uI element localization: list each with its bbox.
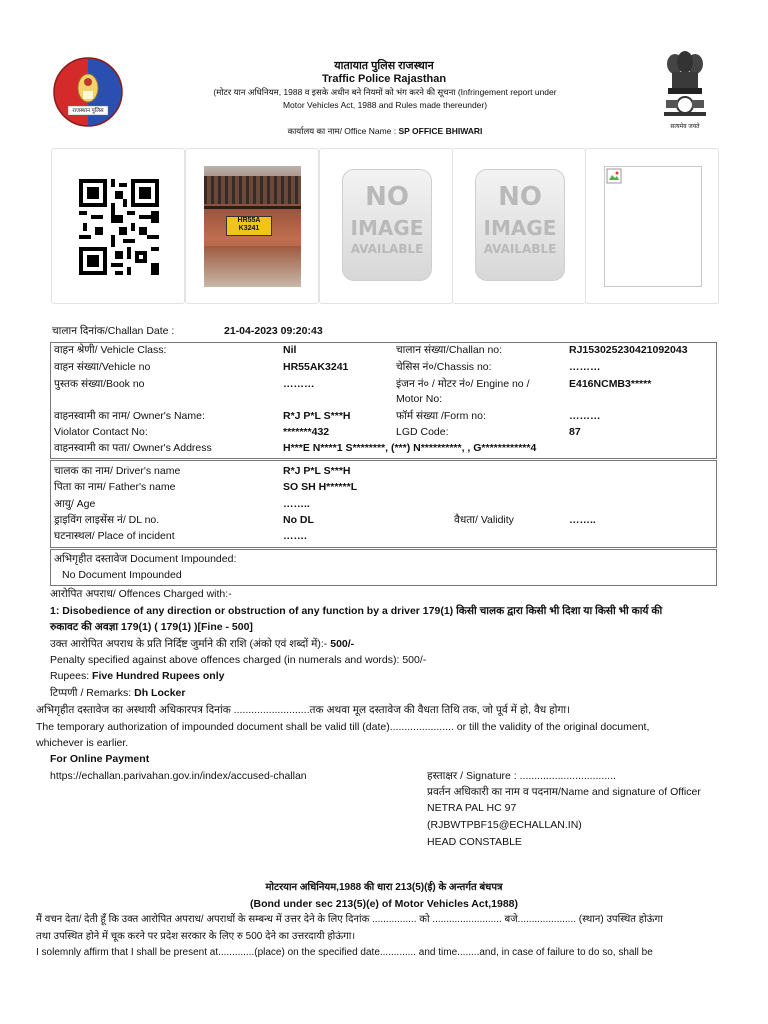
rupees-label: Rupees:: [50, 670, 90, 682]
vehicle-class-label: वाहन श्रेणी/ Vehicle Class:: [54, 344, 167, 356]
engine-label: इंजन नं० / मोटर नं०/ Engine no /: [396, 378, 530, 390]
owner-name-value: R*J P*L S***H: [283, 410, 351, 422]
ashoka-emblem-icon: [660, 50, 710, 122]
qr-card: [51, 148, 185, 304]
challan-no-label: चालान संख्या/Challan no:: [396, 344, 503, 356]
rupees-value: Five Hundred Rupees only: [92, 670, 225, 682]
challan-no-value: RJ153025230421092043: [569, 344, 688, 356]
lgd-label: LGD Code:: [396, 426, 449, 438]
impound-value: No Document Impounded: [62, 569, 182, 581]
contact-value: *******432: [283, 426, 330, 438]
offence-line-2: रुकावट की अवज्ञा 179(1) ( 179(1) )[Fine - 500]: [50, 621, 253, 633]
plate-line2: K3241: [238, 225, 260, 232]
chassis-value: ………: [569, 361, 601, 373]
office-name: [170, 126, 600, 137]
authorization-english-2: whichever is earlier.: [36, 737, 129, 749]
challan-date-label: चालान दिनांक/Challan Date :: [52, 325, 175, 337]
age-label: आयु/ Age: [54, 498, 96, 510]
officer-label: प्रवर्तन अधिकारी का नाम व पदनाम/Name and signature of Officer: [427, 786, 701, 798]
vehicle-no-value: HR55AK3241: [283, 361, 349, 373]
rajasthan-police-logo-icon: [52, 56, 124, 128]
book-label: पुस्तक संख्या/Book no: [54, 378, 145, 390]
impound-label: अभिगृहीत दस्तावेज Document Impounded:: [54, 553, 237, 565]
challan-date-value: 21-04-2023 09:20:43: [224, 325, 323, 337]
officer-name: NETRA PAL HC 97: [427, 802, 517, 814]
vehicle-photo-card: [185, 148, 319, 304]
driver-name-value: R*J P*L S***H: [283, 465, 351, 477]
no-image-card-1: [319, 148, 453, 304]
validity-label: वैधता/ Validity: [454, 514, 514, 526]
bond-hindi-1: मैं वचन देता/ देती हूँ कि उक्त आरोपित अपराध/ अपराधों के सम्बन्ध में उत्तर देने के लिए दिनांक ................ को ......................... बजे..................... (स्थान) उपस्थित होऊंगा: [36, 914, 663, 925]
place-value: …….: [283, 530, 307, 542]
dl-label: ड्राइविंग लाइसेंस नं/ DL no.: [54, 514, 160, 526]
owner-name-label: वाहनस्वामी का नाम/ Owner's Name:: [54, 410, 205, 422]
plate-line1: HR55A: [237, 217, 261, 224]
no-image-card-2: [452, 148, 586, 304]
address-value: H***E N****1 S********, (***) N**********, , G************4: [283, 442, 537, 454]
logo-text: राजस्थान पुलिस: [72, 108, 104, 114]
bond-title-hindi: मोटरयान अधिनियम,1988 की धारा 213(5)(ई) के अन्तर्गत बंधपत्र: [265, 882, 503, 893]
authorization-hindi: अभिगृहीत दस्तावेज का अस्थायी अधिकारपत्र दिनांक ..........................तक अथवा मूल दस्तावेज की वैधता तिथि तक, जो पूर्व में हो, वैध होगा।: [36, 704, 571, 716]
national-emblem: [660, 50, 710, 122]
authorization-english-1: The temporary authorization of impounded document shall be valid till (date)...................... or till the validity of the original document,: [36, 721, 650, 733]
chassis-label: चेसिस नं०/Chassis no:: [396, 361, 492, 373]
dl-value: No DL: [283, 514, 314, 526]
number-plate: [226, 216, 272, 236]
payment-link[interactable]: https://echallan.parivahan.gov.in/index/accused-challan: [50, 770, 307, 782]
title-hindi: यातायात पुलिस राजस्थान: [334, 60, 434, 72]
validity-value: ……..: [569, 514, 596, 526]
father-name-value: SO SH H******L: [283, 481, 358, 493]
subtitle-line1: (मोटर यान अधिनियम, 1988 व इसके अधीन बने नियमों को भंग करने की सूचना (Infringement report under: [213, 87, 557, 97]
address-label: वाहनस्वामी का पता/ Owner's Address: [54, 442, 212, 454]
driver-name-label: चालक का नाम/ Driver's name: [54, 465, 181, 477]
remarks-line: [50, 685, 185, 701]
title-english: Traffic Police Rajasthan: [321, 73, 447, 85]
vehicle-no-label: वाहन संख्या/Vehicle no: [54, 361, 151, 373]
offences-label: आरोपित अपराध/ Offences Charged with:-: [50, 588, 232, 600]
vehicle-photo: [204, 166, 301, 287]
penalty-hindi: [50, 636, 354, 652]
book-value: ………: [283, 378, 315, 390]
bond-title-english: (Bond under sec 213(5)(e) of Motor Vehicles Act,1988): [249, 898, 518, 910]
remarks-value: Dh Locker: [134, 687, 186, 699]
emblem-caption: सत्यमेव जयते: [670, 124, 700, 130]
rupees-line: [50, 668, 224, 684]
qr-code-icon: [79, 179, 159, 275]
bond-english: I solemnly affirm that I shall be present at.............(place) on the specified date............. and time........and, in case of failure to do so, shall be: [36, 947, 653, 958]
place-label: घटनास्थल/ Place of incident: [54, 530, 175, 542]
vehicle-class-value: Nil: [283, 344, 297, 356]
no-image-placeholder-2: NO IMAGE AVAILABLE: [475, 169, 565, 281]
bond-hindi-2: तथा उपस्थित होने में चूक करने पर प्रदेश सरकार के लिए रु 500 देने का उत्तरदायी होऊंगा।: [36, 931, 356, 942]
contact-label: Violator Contact No:: [54, 426, 148, 438]
engine-label-2: Motor No:: [396, 393, 443, 405]
broken-image-icon: [606, 168, 622, 184]
penalty-english: Penalty specified against above offences charged (in numerals and words): 500/-: [50, 654, 427, 666]
subtitle-line2: Motor Vehicles Act, 1988 and Rules made thereunder): [282, 100, 488, 110]
broken-image: [604, 166, 702, 287]
offence-line-1: 1: Disobedience of any direction or obstruction of any function by a driver 179(1) किसी चालक द्वारा किसी भी दिशा या किसी भी कार्य की: [50, 605, 663, 617]
officer-rank: HEAD CONSTABLE: [427, 836, 522, 848]
remarks-label: टिप्पणी / Remarks:: [50, 687, 132, 699]
online-payment-label: For Online Payment: [50, 753, 150, 765]
age-value: ……..: [283, 498, 310, 510]
father-name-label: पिता का नाम/ Father's name: [54, 481, 176, 493]
broken-image-card: [585, 148, 719, 304]
office-label: कार्यालय का नाम/ Office Name :: [287, 126, 397, 136]
penalty-hindi-label: उक्त आरोपित अपराध के प्रति निर्दिष्ट जुर्माने की राशि (अंको एवं शब्दों में):-: [50, 638, 328, 650]
signature-label: हस्ताक्षर / Signature : .................................: [427, 770, 616, 782]
police-logo: [52, 56, 124, 128]
engine-value: E416NCMB3*****: [569, 378, 652, 390]
no-image-placeholder-1: NO IMAGE AVAILABLE: [342, 169, 432, 281]
officer-email: (RJBWTPBF15@ECHALLAN.IN): [427, 819, 582, 831]
lgd-value: 87: [569, 426, 581, 438]
office-value: SP OFFICE BHIWARI: [398, 126, 483, 136]
form-no-label: फॉर्म संख्या /Form no:: [396, 410, 486, 422]
penalty-hindi-value: 500/-: [330, 638, 355, 650]
form-no-value: ………: [569, 410, 601, 422]
